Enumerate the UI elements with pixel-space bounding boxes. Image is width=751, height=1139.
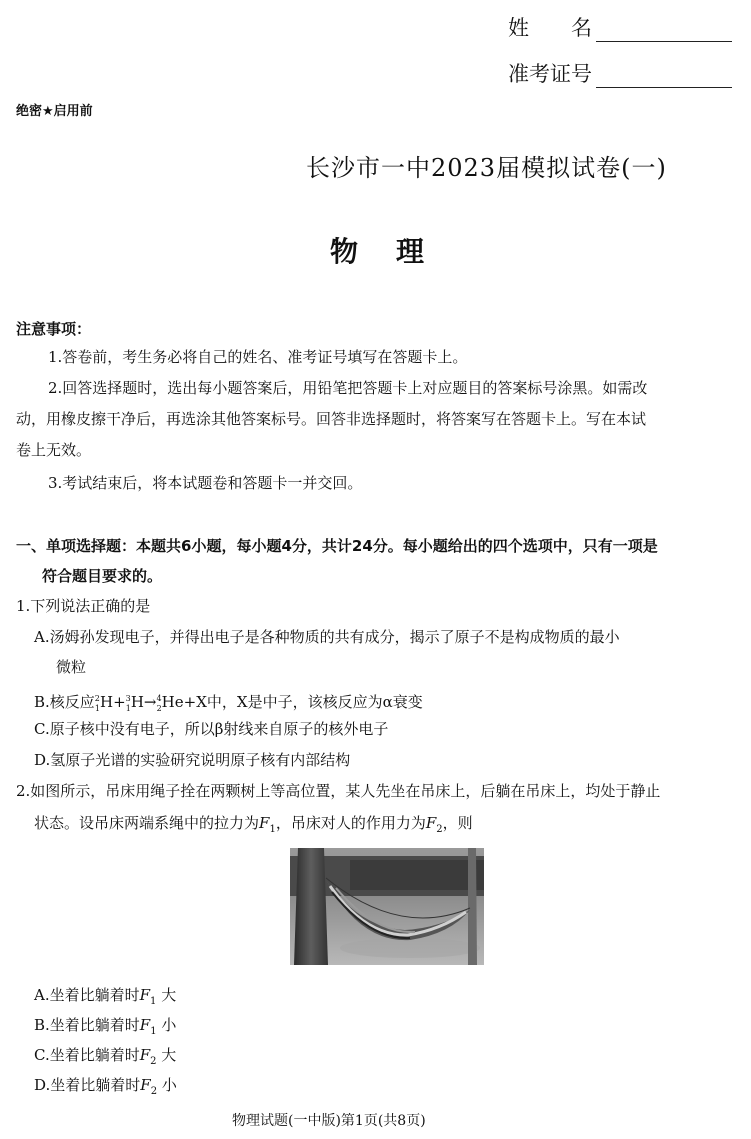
q1-option-b-prefix: B.核反应 [34,693,95,711]
confidential-mark: 绝密★启用前 [16,104,93,119]
page-footer: 物理试题(一中版)第1页(共8页) [232,1113,426,1129]
q2-option-d-var: F [140,1076,151,1094]
q2-stem-cont: 状态。设吊床两端系绳中的拉力为$F_1$，吊床对人的作用力为$F_2$，则 [34,814,473,835]
section-heading: 一、单项选择题：本题共6小题，每小题4分，共计24分。每小题给出的四个选项中，只有一项是 [16,537,658,555]
note-1: 1.答卷前，考生务必将自己的姓名、准考证号填写在答题卡上。 [48,348,468,366]
section-heading-cont: 符合题目要求的。 [42,567,163,585]
q2-stem-text-2: ，吊床对人的作用力为 [275,814,426,832]
nuclear-equation: $^2_1$H+$^3_1$H→$^4_2$He [94,693,184,713]
q2-option-c-sub: 2 [150,1056,157,1067]
q1-option-c: C.原子核中没有电子，所以β射线来自原子的核外电子 [34,720,389,738]
q1-option-a: A.汤姆孙发现电子，并得出电子是各种物质的共有成分，揭示了原子不是构成物质的最小 [34,628,620,646]
q2-option-c-end: 大 [161,1046,177,1064]
name-blank [596,19,732,42]
hammock-photo [290,848,484,965]
q2-option-b-sub: 1 [150,1026,157,1037]
q2-option-b-text: B.坐着比躺着时 [34,1016,140,1034]
var-f2: F [425,814,437,832]
q2-option-d [34,1070,177,1107]
note-3: 3.考试结束后，将本试题卷和答题卡一并交回。 [48,474,363,492]
note-2-cont: 动，用橡皮擦干净后，再选涂其他答案标号。回答非选择题时，将答案写在答题卡上。写在本试 [16,410,647,428]
q2-option-a-text: A.坐着比躺着时 [34,986,140,1004]
q2-option-c-var: F [139,1046,151,1064]
q2-stem: 2.如图所示，吊床用绳子拴在两颗树上等高位置，某人先坐在吊床上，后躺在吊床上，均处于静止 [16,782,661,800]
subject-title: 物理 [330,235,463,268]
q2-option-b-end: 小 [161,1016,177,1034]
exam-title: 长沙市一中2023届模拟试卷(一) [306,154,667,182]
note-2-cont2: 卷上无效。 [16,441,92,459]
q2-option-b-var: F [139,1016,151,1034]
exam-id-label: 准考证号 [508,62,592,86]
exam-id-field [508,58,732,88]
q2-stem-text-1: 状态。设吊床两端系绳中的拉力为 [34,814,260,832]
exam-id-blank [596,65,732,88]
q2-option-a-end: 大 [161,986,177,1004]
q1-option-d: D.氢原子光谱的实验研究说明原子核有内部结构 [34,751,351,769]
name-label: 姓 名 [508,16,592,40]
q2-option-a-var: F [139,986,151,1004]
q2-stem-text-3: ，则 [442,814,473,832]
notes-heading: 注意事项： [16,320,92,338]
name-field [508,12,732,42]
q1-option-a-cont: 微粒 [56,658,87,676]
q1-option-b-suffix: +X中，X是中子，该核反应为α衰变 [183,693,423,711]
q2-option-a-sub: 1 [150,996,157,1007]
q2-option-d-text: D.坐着比躺着时 [34,1076,141,1094]
q2-option-d-sub: 2 [150,1086,158,1097]
note-2: 2.回答选择题时，选出每小题答案后，用铅笔把答题卡上对应题目的答案标号涂黑。如需改 [48,379,648,397]
q2-option-d-end: 小 [161,1076,177,1094]
q1-stem: 1.下列说法正确的是 [16,597,151,615]
q2-option-c-text: C.坐着比躺着时 [34,1046,140,1064]
var-f1: F [259,814,270,832]
